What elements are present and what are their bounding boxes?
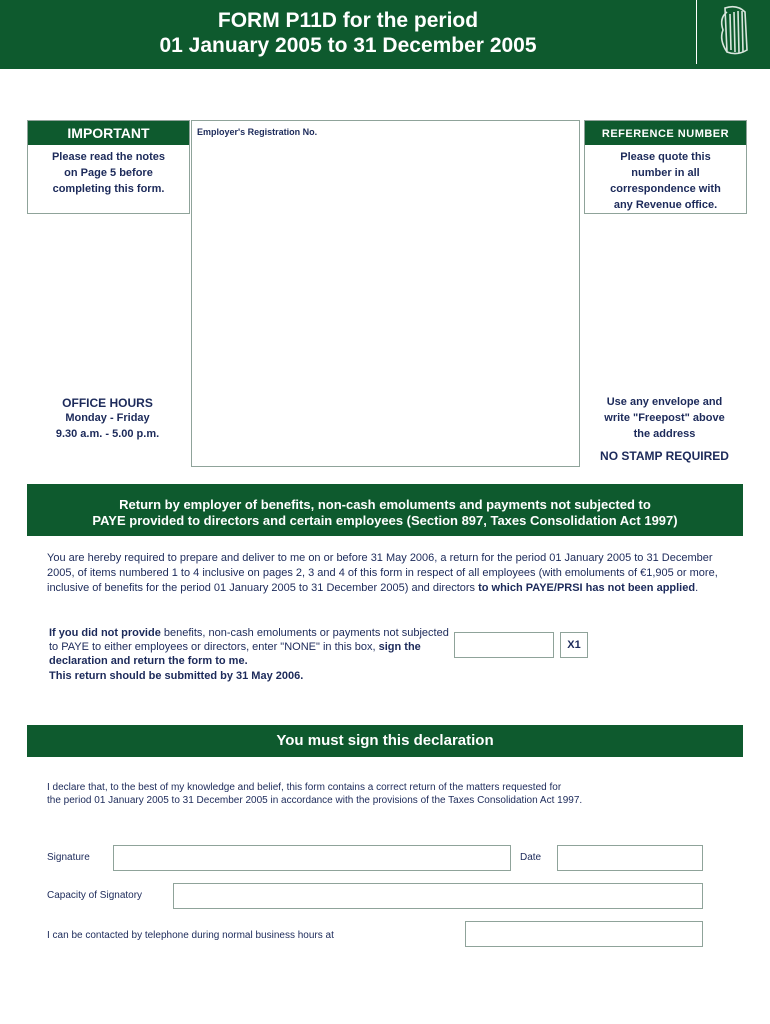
date-field[interactable] — [557, 845, 703, 871]
form-title-line2: 01 January 2005 to 31 December 2005 — [159, 34, 537, 57]
return-title-line2: PAYE provided to directors and certain employees (Section 897, Taxes Consolidation Act 1997) — [92, 513, 678, 528]
none-bold-end: sign the declaration and return the form to me. — [49, 641, 421, 667]
harp-logo — [697, 0, 770, 64]
signature-label: Signature — [47, 852, 90, 863]
no-stamp-required: NO STAMP REQUIRED — [600, 449, 729, 463]
none-instructions — [49, 626, 459, 668]
reference-line: number in all — [631, 167, 700, 179]
important-title: IMPORTANT — [28, 121, 189, 145]
office-hours-time: 9.30 a.m. - 5.00 p.m. — [55, 428, 160, 440]
return-title-bar — [27, 484, 743, 536]
important-line: Please read the notes — [51, 151, 166, 163]
none-text: benefits, non-cash emoluments or payments not subjected to PAYE to either employees or directors, enter "NONE" in this box, — [49, 627, 449, 653]
reference-line: Please quote this — [620, 151, 711, 163]
important-notice — [27, 120, 190, 214]
reference-line: any Revenue office. — [613, 199, 718, 211]
harp-icon — [697, 0, 770, 64]
office-hours-title: OFFICE HOURS — [62, 396, 153, 410]
form-title-line1: FORM P11D for the period — [217, 9, 479, 32]
submission-deadline: This return should be submitted by 31 May 2006. — [49, 670, 304, 682]
capacity-label: Capacity of Signatory — [47, 890, 143, 901]
telephone-label: I can be contacted by telephone during normal business hours at — [47, 930, 334, 941]
reference-number-box — [584, 120, 747, 214]
requirement-paragraph — [47, 551, 737, 596]
signature-field[interactable] — [113, 845, 511, 871]
envelope-line: the address — [633, 428, 696, 440]
envelope-line: write "Freepost" above — [604, 412, 725, 424]
declaration-title: You must sign this declaration — [27, 725, 743, 757]
date-label: Date — [520, 852, 542, 863]
important-line: completing this form. — [52, 183, 165, 195]
requirement-end: . — [695, 582, 699, 594]
requirement-bold: to which PAYE/PRSI has not been applied — [478, 582, 696, 594]
none-input[interactable] — [454, 632, 554, 658]
telephone-field[interactable] — [465, 921, 703, 947]
none-bold-start: If you did not provide — [49, 627, 161, 639]
declaration-text — [47, 781, 737, 807]
employer-registration-box[interactable] — [191, 120, 580, 467]
office-hours-days: Monday - Friday — [65, 412, 150, 424]
important-line: on Page 5 before — [64, 167, 153, 179]
declaration-line: the period 01 January 2005 to 31 December 2005 in accordance with the provisions of the Taxes Consolidation Act 1997. — [47, 795, 583, 806]
capacity-field[interactable] — [173, 883, 703, 909]
return-title-line1: Return by employer of benefits, non-cash emoluments and payments not subjected to — [119, 497, 651, 512]
envelope-instructions — [584, 394, 745, 442]
reference-title: REFERENCE NUMBER — [585, 121, 746, 145]
form-header — [0, 0, 696, 64]
header-rule — [0, 64, 770, 69]
envelope-line: Use any envelope and — [606, 396, 723, 408]
office-hours — [27, 396, 188, 442]
employer-registration-label: Employer's Registration No. — [197, 127, 318, 137]
box-code-x1: X1 — [560, 632, 588, 658]
declaration-line: I declare that, to the best of my knowledge and belief, this form contains a correct return of the matters requested for — [47, 782, 562, 793]
reference-line: correspondence with — [610, 183, 721, 195]
requirement-text: You are hereby required to prepare and deliver to me on or before 31 May 2006, a return for the period 01 January 2005 to 31 December 2005, of items numbered 1 to 4 inclusive on pages 2, 3 and 4 of this form in respect of all employees (with emoluments of €1,905 or more, inclusive of benefits for the period 01 January 2005 to 31 December 2005) and directors — [47, 552, 718, 594]
